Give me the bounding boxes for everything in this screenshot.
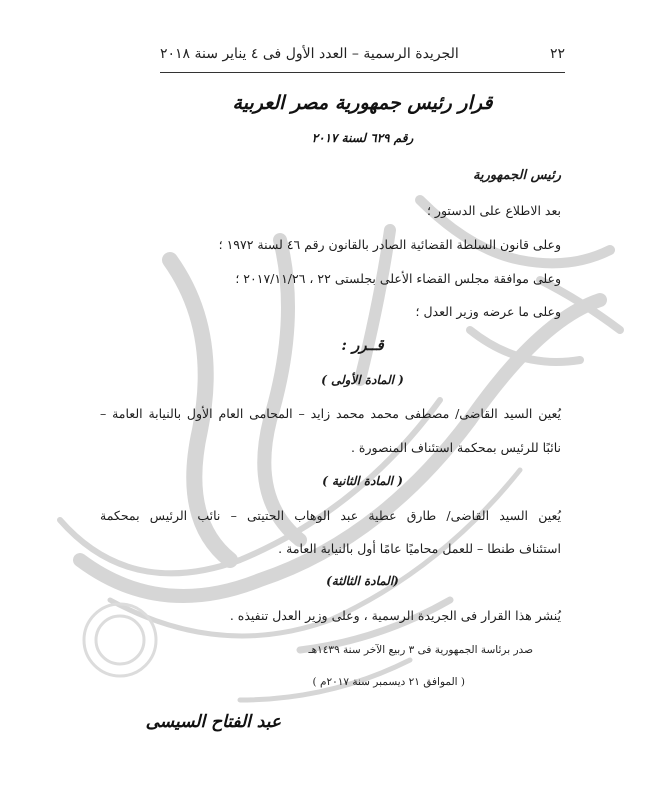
article-2-line: استئناف طنطا – للعمل محاميًا عامًا أول بالنيابة العامة .: [278, 541, 561, 556]
article-1-heading: ( المادة الأولى ): [321, 373, 404, 387]
article-3-line: يُنشر هذا القرار فى الجريدة الرسمية ، وعلى وزير العدل تنفيذه .: [229, 608, 561, 623]
issuance-date-hijri: صدر برئاسة الجمهورية فى ٣ ربيع الآخر سنة ١٤٣٩هـ: [308, 644, 533, 656]
article-3-heading: (المادة الثالثة): [326, 574, 399, 588]
decree-number: رقم ٦٢٩ لسنة ٢٠١٧: [311, 131, 414, 145]
article-1-line: يُعين السيد القاضى/ مصطفى محمد محمد زايد – المحامى العام الأول بالنيابة العامة –: [100, 406, 561, 421]
header-rule: [160, 72, 565, 73]
running-header: [160, 40, 565, 68]
running-title: الجريدة الرسمية – العدد الأول فى ٤ يناير سنة ٢٠١٨: [160, 46, 459, 62]
article-1-line: نائبًا للرئيس بمحكمة استئناف المنصورة .: [350, 440, 561, 455]
preamble-line: بعد الاطلاع على الدستور ؛: [426, 203, 561, 218]
article-2-line: يُعين السيد القاضى/ طارق عطية عبد الوهاب الحتيتى – نائب الرئيس بمحكمة: [100, 508, 561, 523]
signature: عبد الفتاح السيسى: [145, 712, 281, 732]
page-number: ٢٢: [549, 46, 565, 62]
decree-title: قرار رئيس جمهورية مصر العربية: [232, 92, 493, 114]
preamble-line: وعلى قانون السلطة القضائية الصادر بالقانون رقم ٤٦ لسنة ١٩٧٢ ؛: [218, 237, 561, 252]
issuance-date-gregorian: ( الموافق ٢١ ديسمبر سنة ٢٠١٧م ): [312, 676, 465, 688]
preamble-line: وعلى ما عرضه وزير العدل ؛: [415, 304, 561, 319]
article-2-heading: ( المادة الثانية ): [322, 474, 403, 488]
issuer-heading: رئيس الجمهورية: [473, 168, 561, 183]
preamble-line: وعلى موافقة مجلس القضاء الأعلى بجلستى ٢٢ ، ٢٠١٧/١١/٢٦ ؛: [235, 271, 561, 286]
decree-label: قــرر :: [341, 336, 384, 354]
